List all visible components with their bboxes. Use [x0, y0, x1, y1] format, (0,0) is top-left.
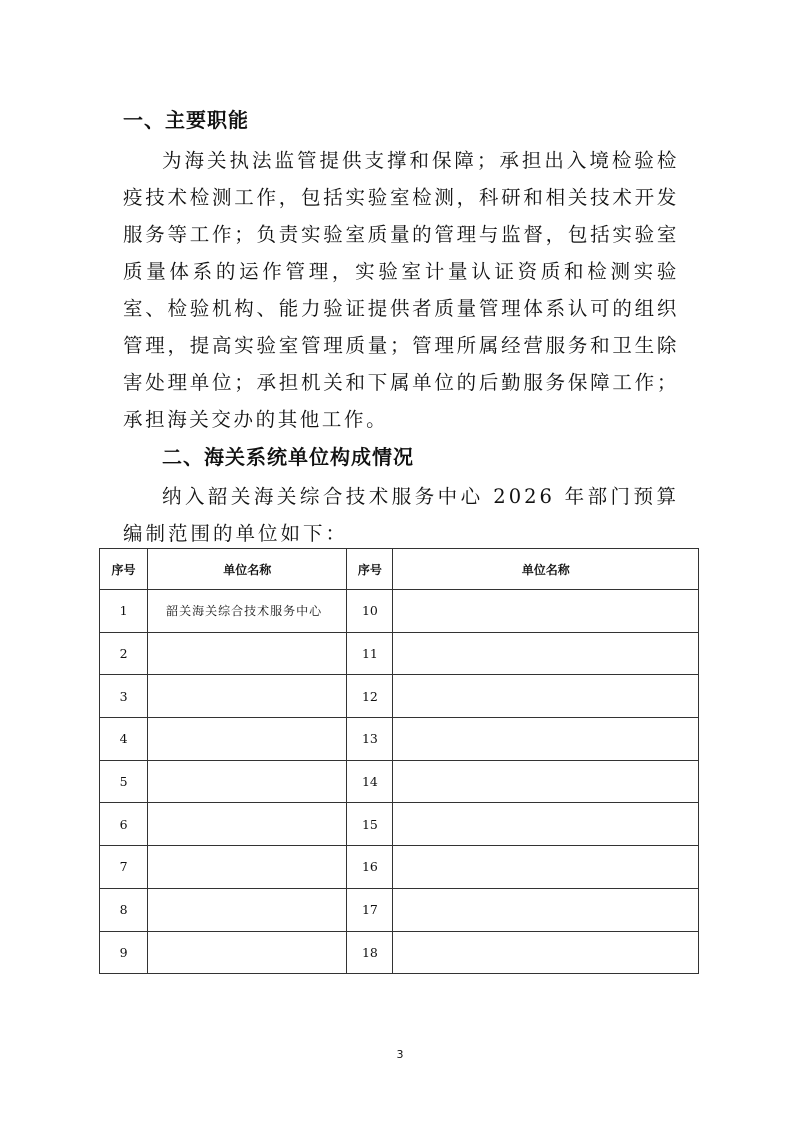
- row-serial-left: 2: [100, 632, 148, 675]
- row-serial-right: 10: [347, 590, 393, 633]
- row-unit-name-left: [148, 931, 347, 974]
- table-row: [100, 846, 699, 889]
- row-serial-left: 3: [100, 675, 148, 718]
- section-heading-unit-composition: 二、海关系统单位构成情况: [162, 445, 414, 469]
- row-unit-name-right: [393, 931, 699, 974]
- row-unit-name-left: [148, 803, 347, 846]
- row-serial-left: 6: [100, 803, 148, 846]
- row-unit-name-right: [393, 718, 699, 761]
- row-serial-left: 1: [100, 590, 148, 633]
- row-serial-right: 13: [347, 718, 393, 761]
- table-row: [100, 675, 699, 718]
- table-row: [100, 888, 699, 931]
- header-serial-right: 序号: [347, 549, 393, 590]
- row-unit-name-right: [393, 846, 699, 889]
- section-heading-main-functions: 一、主要职能: [123, 108, 249, 132]
- row-unit-name-left: [148, 760, 347, 803]
- unit-table: [99, 548, 699, 974]
- row-serial-right: 16: [347, 846, 393, 889]
- header-unit-name-left: 单位名称: [148, 549, 347, 590]
- row-serial-right: 18: [347, 931, 393, 974]
- table-row: [100, 760, 699, 803]
- row-unit-name-right: [393, 888, 699, 931]
- row-unit-name-left: [148, 632, 347, 675]
- row-unit-name-right: [393, 675, 699, 718]
- row-serial-right: 12: [347, 675, 393, 718]
- row-unit-name-left: 韶关海关综合技术服务中心: [148, 590, 347, 633]
- row-unit-name-left: [148, 846, 347, 889]
- row-serial-left: 4: [100, 718, 148, 761]
- row-unit-name-right: [393, 803, 699, 846]
- table-row: [100, 931, 699, 974]
- row-serial-right: 11: [347, 632, 393, 675]
- row-serial-left: 8: [100, 888, 148, 931]
- table-row: [100, 590, 699, 633]
- row-unit-name-right: [393, 590, 699, 633]
- unit-composition-intro: 纳入韶关海关综合技术服务中心 2026 年部门预算编制范围的单位如下：: [123, 485, 679, 545]
- table-header-row: [100, 549, 699, 590]
- page-number: 3: [396, 1048, 404, 1061]
- row-unit-name-left: [148, 675, 347, 718]
- row-unit-name-right: [393, 632, 699, 675]
- table-row: [100, 718, 699, 761]
- row-unit-name-right: [393, 760, 699, 803]
- row-serial-left: 9: [100, 931, 148, 974]
- row-serial-right: 15: [347, 803, 393, 846]
- row-serial-right: 14: [347, 760, 393, 803]
- row-serial-left: 7: [100, 846, 148, 889]
- row-serial-left: 5: [100, 760, 148, 803]
- header-serial-left: 序号: [100, 549, 148, 590]
- row-serial-right: 17: [347, 888, 393, 931]
- main-functions-paragraph: 为海关执法监管提供支撑和保障；承担出入境检验检疫技术检测工作，包括实验室检测，科研和相关技术开发服务等工作；负责实验室质量的管理与监督，包括实验室质量体系的运作管理，实验室计量认证资质和检测实验室、检验机构、能力验证提供者质量管理体系认可的组织管理，提高实验室管理质量；管理所属经营服务和卫生除害处理单位；承担机关和下属单位的后勤服务保障工作；承担海关交办的其他工作。: [123, 149, 679, 431]
- row-unit-name-left: [148, 718, 347, 761]
- table-row: [100, 803, 699, 846]
- table-row: [100, 632, 699, 675]
- header-unit-name-right: 单位名称: [393, 549, 699, 590]
- row-unit-name-left: [148, 888, 347, 931]
